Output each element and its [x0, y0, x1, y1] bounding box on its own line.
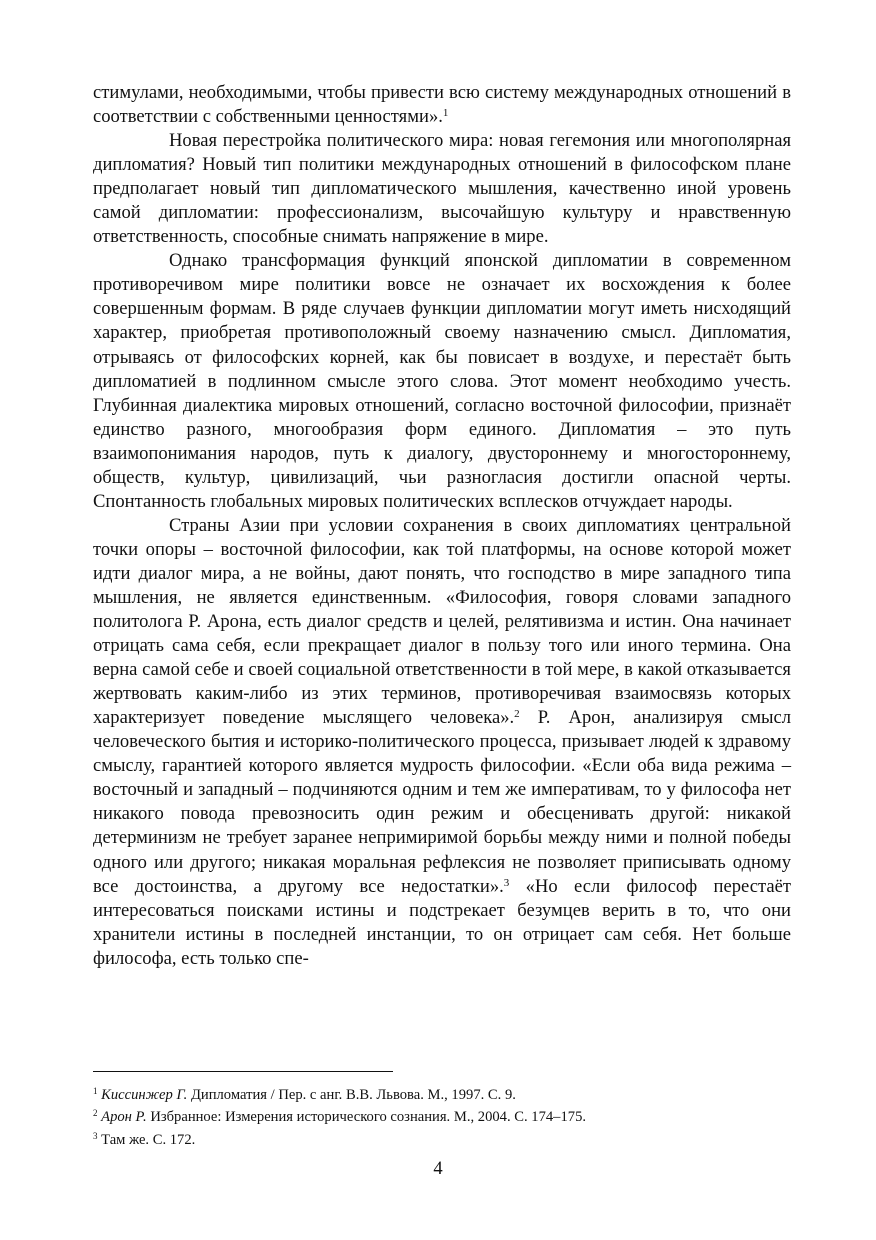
paragraph-4-part-3: «Но если философ перестаёт интересоваться поисками истины и подстрекает безумцев верить в то, что они хранители истины в последней инстанции, то он отрицает сам себя. Нет больше философа, есть только спе-	[93, 875, 791, 969]
footnote-number: 2	[93, 1108, 98, 1119]
footnote-1	[93, 1084, 791, 1106]
footnote-2	[93, 1106, 791, 1128]
paragraph-2: Новая перестройка политического мира: новая гегемония или многополярная дипломатия? Новый тип политики международных отношений в философском плане предполагает новый тип дипломатического мышления, качественно иной уровень самой дипломатии: профессионализм, высочайшую культуру и нравственную ответственность, способные снимать напряжение в мире.	[93, 130, 791, 248]
footnote-number: 1	[93, 1086, 98, 1096]
paragraph-1	[93, 81, 791, 129]
footnote-text: Избранное: Измерения исторического сознания. М., 2004. С. 174–175.	[150, 1109, 587, 1126]
paragraph-1-text: стимулами, необходимыми, чтобы привести всю систему международных отношений в соответствии с собственными ценностями».	[93, 82, 791, 128]
paragraph-4	[93, 514, 791, 971]
footnote-text: Там же. С. 172.	[101, 1131, 196, 1148]
paragraph-3: Однако трансформация функций японской дипломатии в современном противоречивом мире политики вовсе не означает их восхождения к более совершенным формам. В ряде случаев функции дипломатии могут иметь нисходящий характер, приобретая противоположный своему назначению смысл. Дипломатия, отрываясь от философских корней, как бы повисает в воздухе, и перестаёт быть дипломатией в подлинном смысле этого слова. Этот момент необходимо учесть. Глубинная диалектика мировых отношений, согласно восточной философии, признаёт единство разного, многообразия форм единого. Дипломатия – это путь взаимопонимания народов, путь к диалогу, двустороннему и многостороннему, обществ, культур, цивилизаций, чьи разногласия достигли опасной черты. Спонтанность глобальных мировых политических всплесков отчуждает народы.	[93, 250, 791, 512]
page-body	[93, 81, 791, 971]
footnotes	[93, 1084, 791, 1151]
footnote-author: Киссинжер Г.	[101, 1087, 188, 1103]
footnote-ref-1[interactable]: 1	[442, 107, 449, 120]
footnote-author: Арон Р.	[101, 1109, 147, 1126]
footnote-ref-3[interactable]: 3	[503, 876, 510, 889]
footnote-ref-2[interactable]: 2	[514, 708, 520, 721]
footnote-separator	[93, 1071, 393, 1072]
footnote-text: Дипломатия / Пер. с анг. В.В. Львова. М., 1997. С. 9.	[190, 1087, 516, 1103]
page-number: 4	[433, 1158, 443, 1179]
paragraph-4-part-1: Страны Азии при условии сохранения в своих дипломатиях центральной точки опоры – восточной философии, как той платформы, на основе которой может идти диалог мира, а не войны, дают понять, что господство в мире западного типа мышления, не является единственным. «Философия, говоря словами западного политолога Р. Арона, есть диалог средств и целей, релятивизма и истин. Она начинает отрицать сама себя, если прекращает диалог в пользу того или иного термина. Она верна самой себе и своей социальной ответственности в той мере, в какой отказывается жертвовать каким-либо из этих терминов, противоречивая взаимосвязь которых характеризует поведение мыслящего человека».	[93, 514, 791, 729]
paragraph-4-part-2: Р. Арон, анализируя смысл человеческого бытия и историко-политического процесса, призывает людей к здравому смыслу, гарантией которого является мудрость философии. «Если оба вида режима – восточный и западный – подчиняются одним и тем же императивам, то у философа нет никакого повода превозносить один режим и обесценивать другой: никакой детерминизм не требует заранее непримиримой борьбы между ними и полной победы одного или другого; никакая моральная рефлексия не позволяет приписывать одному все достоинства, а другому все недостатки».	[93, 707, 791, 897]
footnote-number: 3	[93, 1130, 98, 1141]
footnote-3	[93, 1129, 791, 1151]
